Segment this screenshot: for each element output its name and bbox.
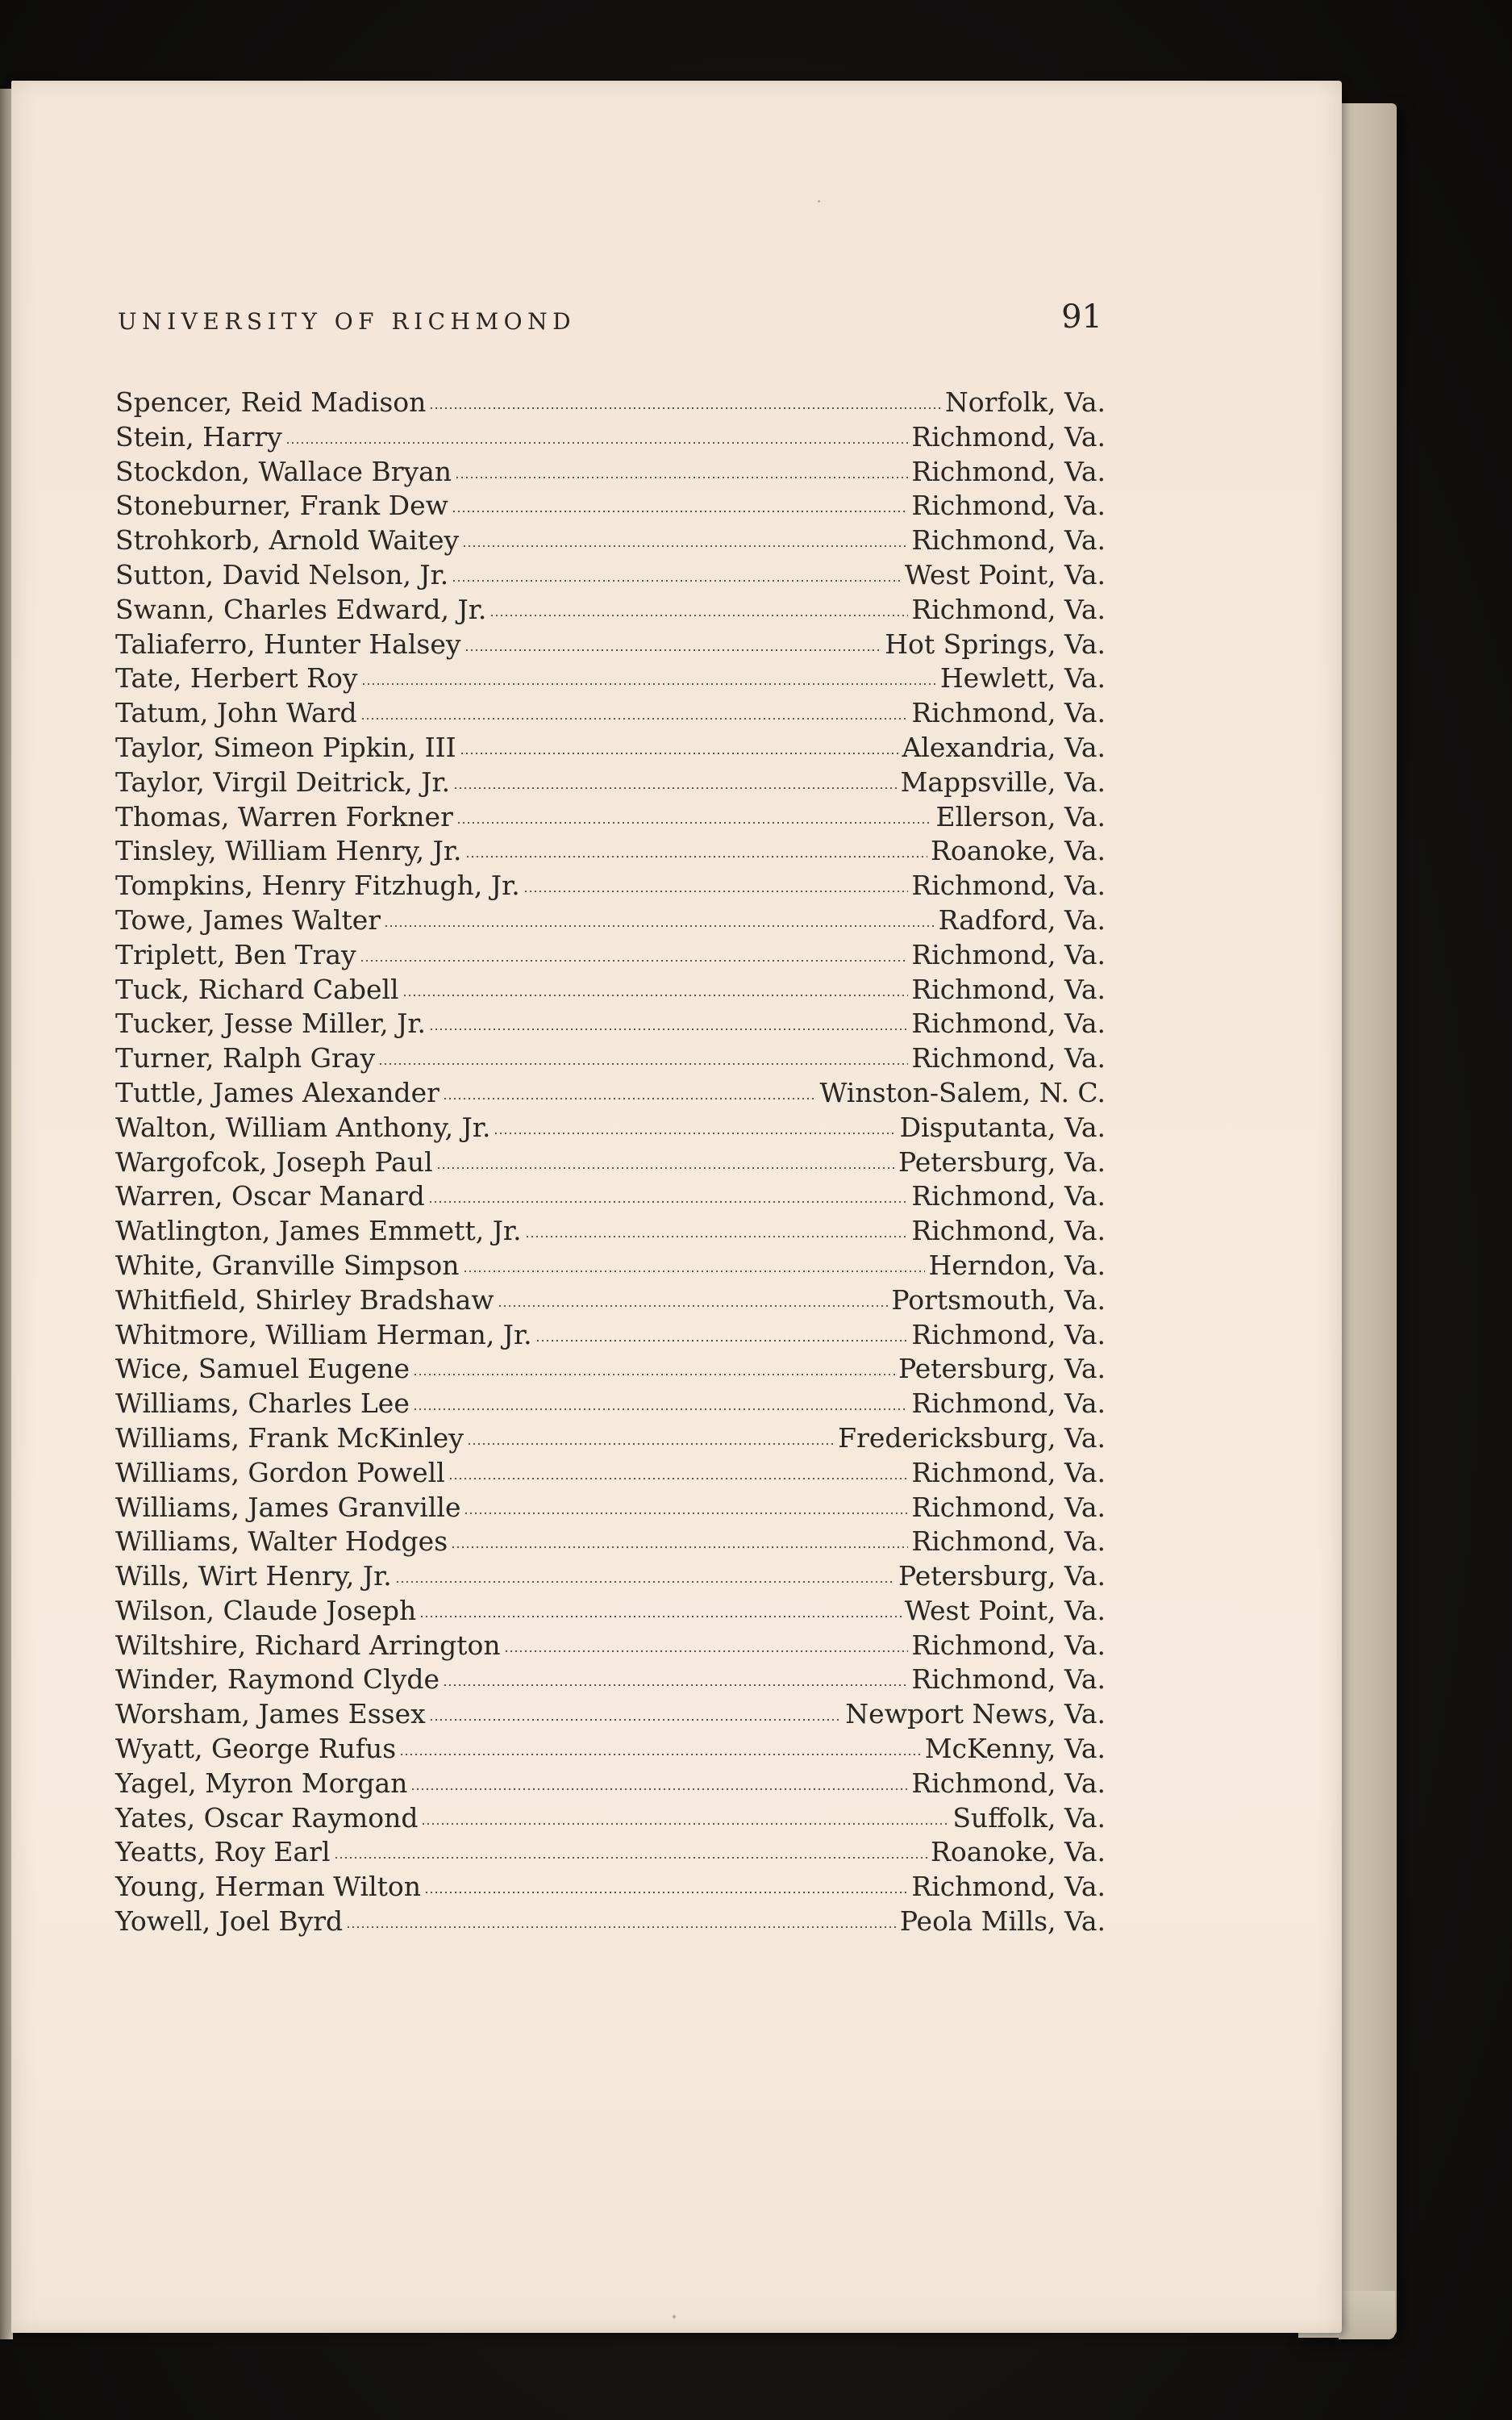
dot-leader [443,1098,817,1099]
hometown: Richmond, Va. [911,420,1106,453]
directory-entry [115,1870,1106,1905]
student-name: Turner, Ralph Gray [115,1042,376,1074]
directory-entry [115,1111,1106,1145]
student-name: Williams, James Granville [115,1491,461,1523]
dot-leader [410,1788,908,1790]
directory-entry [115,1835,1106,1870]
dot-leader [395,1581,895,1583]
dot-leader [452,580,902,582]
student-name: Swann, Charles Edward, Jr. [115,593,487,625]
student-name: Wice, Samuel Eugene [115,1353,410,1385]
student-name: Strohkorb, Arnold Waitey [115,524,460,557]
directory-entry [115,524,1106,558]
dot-leader [464,649,882,651]
page-number: 91 [1061,298,1102,336]
dot-leader [429,1028,908,1030]
hometown: Richmond, Va. [911,1456,1106,1488]
dot-leader [428,1201,909,1203]
dot-leader [384,925,935,927]
student-name: Wiltshire, Richard Arrington [115,1629,501,1661]
dot-leader [402,995,909,996]
running-head: UNIVERSITY OF RICHMOND [118,308,577,335]
student-name: Williams, Charles Lee [115,1387,410,1420]
directory-entry [115,1629,1106,1663]
dot-leader [523,891,909,892]
student-name: Tatum, John Ward [115,697,357,729]
student-name: Yowell, Joel Byrd [115,1905,344,1938]
student-name: Taliaferro, Hunter Halsey [115,628,461,660]
student-name: Wargofcok, Joseph Paul [115,1145,433,1178]
student-name: Watlington, James Emmett, Jr. [115,1215,522,1247]
hometown: Richmond, Va. [911,973,1106,1005]
directory-entry [115,1456,1106,1491]
hometown: Richmond, Va. [911,938,1106,970]
student-name: Whitmore, William Herman, Jr. [115,1318,532,1350]
directory-entry [115,1421,1106,1456]
directory-entry [115,731,1106,766]
student-name: Wilson, Claude Joseph [115,1594,417,1626]
dot-leader [452,511,908,512]
dot-leader [429,1719,843,1721]
student-name: Worsham, James Essex [115,1698,426,1730]
dot-leader [378,1063,908,1065]
dot-leader [525,1236,909,1237]
hometown: Fredericksburg, Va. [838,1421,1106,1454]
hometown: Richmond, Va. [911,1215,1106,1247]
dot-leader [436,1167,895,1169]
dot-leader [448,1478,909,1479]
hometown: Richmond, Va. [911,1180,1106,1212]
hometown: Alexandria, Va. [902,731,1106,763]
hometown: Roanoke, Va. [931,835,1106,867]
student-name: Taylor, Simeon Pipkin, III [115,731,456,763]
directory-entry [115,1249,1106,1283]
dot-leader [429,407,941,409]
hometown: Richmond, Va. [911,1663,1106,1696]
directory-entry [115,1318,1106,1353]
dot-leader [346,1926,897,1928]
student-name: Thomas, Warren Forkner [115,800,453,832]
hometown: Disputanta, Va. [899,1111,1106,1143]
directory-entry [115,696,1106,731]
hometown: Roanoke, Va. [931,1836,1106,1868]
directory-entry [115,1697,1106,1732]
directory-entry [115,834,1106,869]
dot-leader [285,442,909,444]
directory-entry [115,593,1106,628]
dot-leader [413,1408,909,1410]
hometown: Norfolk, Va. [944,386,1106,418]
dot-leader [504,1650,909,1652]
student-name: Stoneburner, Frank Dew [115,490,448,522]
directory-entry [115,628,1106,662]
dot-leader [467,1443,835,1445]
hometown: Richmond, Va. [911,490,1106,522]
student-name: Towe, James Walter [115,903,381,936]
hometown: Richmond, Va. [911,1629,1106,1661]
hometown: Portsmouth, Va. [891,1283,1106,1316]
hometown: Richmond, Va. [911,1525,1106,1558]
student-name: Spencer, Reid Madison [115,386,427,418]
hometown: Richmond, Va. [911,455,1106,487]
directory-entry [115,1041,1106,1076]
directory-entry [115,1387,1106,1421]
hometown: West Point, Va. [904,1594,1106,1626]
dot-leader [494,1133,896,1134]
dot-leader [464,1512,908,1514]
dot-leader [453,787,897,789]
directory-entry [115,766,1106,800]
hometown: Richmond, Va. [911,1318,1106,1350]
student-directory-list [115,386,1106,1939]
dot-leader [424,1892,908,1893]
hometown: Suffolk, Va. [952,1801,1106,1834]
directory-entry [115,1076,1106,1111]
directory-entry [115,420,1106,455]
dot-leader [360,960,909,962]
hometown: Winston-Salem, N. C. [819,1076,1106,1108]
directory-entry [115,1732,1106,1767]
dot-leader [361,683,937,685]
hometown: Petersburg, Va. [898,1145,1106,1178]
dot-leader [455,477,908,478]
paper-speck [818,200,820,202]
hometown: Richmond, Va. [911,1491,1106,1523]
student-name: Tompkins, Henry Fitzhugh, Jr. [115,870,520,902]
directory-entry [115,1525,1106,1559]
student-name: Williams, Walter Hodges [115,1525,448,1558]
student-name: Tate, Herbert Roy [115,662,358,695]
directory-entry [115,1145,1106,1180]
hometown: Radford, Va. [938,903,1106,936]
hometown: Ellerson, Va. [935,800,1106,832]
dot-leader [460,753,899,754]
student-name: Winder, Raymond Clyde [115,1663,439,1696]
directory-entry [115,903,1106,938]
dot-leader [421,1823,949,1825]
student-name: Tinsley, William Henry, Jr. [115,835,462,867]
page-header [118,298,1102,347]
dot-leader [498,1305,889,1307]
hometown: Hewlett, Va. [939,662,1106,695]
directory-entry [115,1905,1106,1939]
hometown: Petersburg, Va. [898,1353,1106,1385]
directory-entry [115,1801,1106,1836]
hometown: Richmond, Va. [911,697,1106,729]
dot-leader [334,1857,928,1859]
directory-entry [115,1007,1106,1041]
directory-entry [115,1767,1106,1801]
hometown: Richmond, Va. [911,1767,1106,1799]
student-name: Wyatt, George Rufus [115,1733,397,1765]
student-name: Taylor, Virgil Deitrick, Jr. [115,766,451,798]
dot-leader [360,718,909,720]
student-name: Yagel, Myron Morgan [115,1767,408,1799]
directory-entry [115,661,1106,696]
directory-entry [115,1283,1106,1318]
directory-entry [115,973,1106,1008]
hometown: Richmond, Va. [911,1871,1106,1903]
directory-entry [115,1594,1106,1629]
hometown: Richmond, Va. [911,1387,1106,1420]
student-name: Sutton, David Nelson, Jr. [115,558,449,590]
hometown: Richmond, Va. [911,1042,1106,1074]
dot-leader [419,1616,902,1617]
directory-entry [115,1491,1106,1525]
directory-entry [115,558,1106,593]
hometown: Herndon, Va. [928,1249,1106,1281]
hometown: Hot Springs, Va. [885,628,1106,660]
dot-leader [465,856,927,857]
directory-entry [115,455,1106,490]
student-name: Walton, William Anthony, Jr. [115,1111,491,1143]
directory-entry [115,489,1106,524]
directory-entry [115,938,1106,973]
hometown: Mappsville, Va. [900,766,1106,798]
dot-leader [535,1340,909,1341]
directory-entry [115,386,1106,420]
next-page-corner [1339,2291,1395,2339]
student-name: Stockdon, Wallace Bryan [115,455,452,487]
student-name: Stein, Harry [115,420,282,453]
student-name: Williams, Gordon Powell [115,1456,445,1488]
hometown: Richmond, Va. [911,870,1106,902]
hometown: McKenny, Va. [924,1733,1106,1765]
student-name: Williams, Frank McKinley [115,1421,464,1454]
hometown: West Point, Va. [904,558,1106,590]
dot-leader [462,545,908,547]
student-name: Wills, Wirt Henry, Jr. [115,1560,392,1592]
dot-leader [489,615,908,616]
dot-leader [413,1374,895,1375]
student-name: Tucker, Jesse Miller, Jr. [115,1008,427,1040]
dot-leader [443,1684,908,1686]
dot-leader [451,1546,908,1548]
student-name: Young, Herman Wilton [115,1871,422,1903]
paper-speck [673,2315,676,2318]
dot-leader [463,1270,926,1272]
directory-entry [115,1214,1106,1249]
student-name: Warren, Oscar Manard [115,1180,425,1212]
student-name: Whitfield, Shirley Bradshaw [115,1283,494,1316]
dot-leader [456,822,933,824]
student-name: Tuttle, James Alexander [115,1076,439,1108]
hometown: Richmond, Va. [911,593,1106,625]
hometown: Peola Mills, Va. [899,1905,1106,1938]
student-name: White, Granville Simpson [115,1249,460,1281]
directory-entry [115,1179,1106,1214]
directory-entry [115,1352,1106,1387]
student-name: Yeatts, Roy Earl [115,1836,331,1868]
student-name: Yates, Oscar Raymond [115,1801,419,1834]
directory-entry [115,869,1106,903]
hometown: Richmond, Va. [911,524,1106,557]
student-name: Triplett, Ben Tray [115,938,356,970]
hometown: Newport News, Va. [845,1698,1106,1730]
directory-entry [115,800,1106,835]
dot-leader [399,1754,922,1755]
directory-entry [115,1559,1106,1594]
directory-entry [115,1663,1106,1697]
hometown: Richmond, Va. [911,1008,1106,1040]
hometown: Petersburg, Va. [898,1560,1106,1592]
student-name: Tuck, Richard Cabell [115,973,399,1005]
